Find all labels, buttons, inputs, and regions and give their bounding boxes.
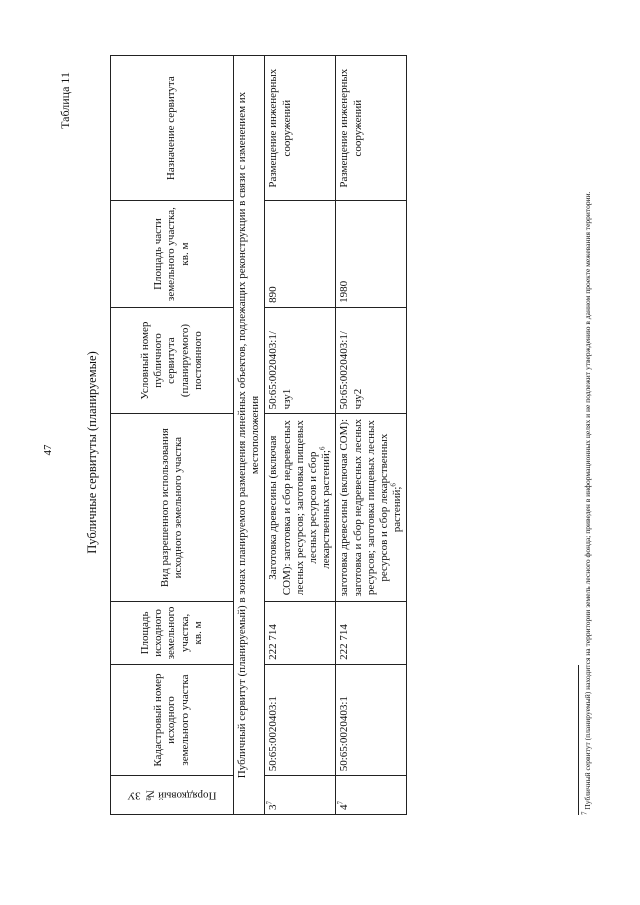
footnote-ref: 6	[318, 446, 327, 451]
footnote-ref: 6	[389, 483, 398, 487]
header-num: Порядковый № ЗУ	[111, 776, 234, 815]
table-row	[265, 56, 336, 815]
servitudes-table	[110, 55, 407, 815]
cell-cadastral: 50:65:0020403:1	[265, 664, 336, 775]
header-part-area: Площадь части земельного участка, кв. м	[111, 201, 234, 308]
cell-purpose: Размещение инженерных сооружений	[336, 56, 407, 201]
header-purpose: Назначение сервитута	[111, 56, 234, 201]
footnote-ref: 7	[336, 801, 345, 805]
header-area: Площадь исходного земельного участка, кв. м	[111, 601, 234, 664]
cell-cadastral: 50:65:0020403:1	[336, 664, 407, 775]
footnote	[580, 25, 592, 815]
header-use: Вид разрешенного использования исходного земельного участка	[111, 414, 234, 602]
cell-conditional-number: 50:65:0020403:1/чзу2	[336, 307, 407, 414]
header-cadastral: Кадастровый номер исходного земельного участка	[111, 664, 234, 775]
cell-num: $4^7$	[336, 776, 407, 815]
cell-use: Заготовка древесины (включая СОМ): заготовка и сбор недревесных лесных ресурсов; заготовка пищевых лесных ресурсов и сбор лекарственных растений;$^6$	[265, 414, 336, 602]
table-row	[336, 56, 407, 815]
footnote-divider	[578, 665, 579, 815]
cell-area: 222 714	[265, 601, 336, 664]
cell-conditional-number: 50:65:0020403:1/чзу1	[265, 307, 336, 414]
footnote-mark: 7	[580, 811, 589, 815]
section-title: Публичный сервитут (планируемый) в зонах планируемого размещения линейных объектов, подлежащих реконструкции в связи с изменением их местоположения	[234, 56, 265, 815]
page-number: 47	[42, 444, 54, 456]
header-conditional-number: Условный номер публичного сервитута (планируемого) постоянного	[111, 307, 234, 414]
cell-num: $3^7$	[265, 776, 336, 815]
cell-part-area: 890	[265, 201, 336, 308]
table-section-row	[234, 56, 265, 815]
table-header-row	[111, 56, 234, 815]
footnote-text: Публичный сервитут (планируемый) находится на территории земель лесного фонда; приведен в информационных целях и не подлежит утверждению в данном проекте межевания территории.	[583, 191, 592, 810]
footnote-ref: 7	[265, 801, 274, 805]
cell-use: заготовка древесины (включая СОМ): заготовка и сбор недревесных лесных ресурсов; заготовка пищевых лесных ресурсов и сбор лекарственных растений;$^6$	[336, 414, 407, 602]
page-title: Публичные сервитуты (планируемые)	[85, 351, 99, 554]
cell-part-area: 1980	[336, 201, 407, 308]
cell-area: 222 714	[336, 601, 407, 664]
cell-purpose: Размещение инженерных сооружений	[265, 56, 336, 201]
table-label: Таблица 11	[58, 72, 72, 129]
